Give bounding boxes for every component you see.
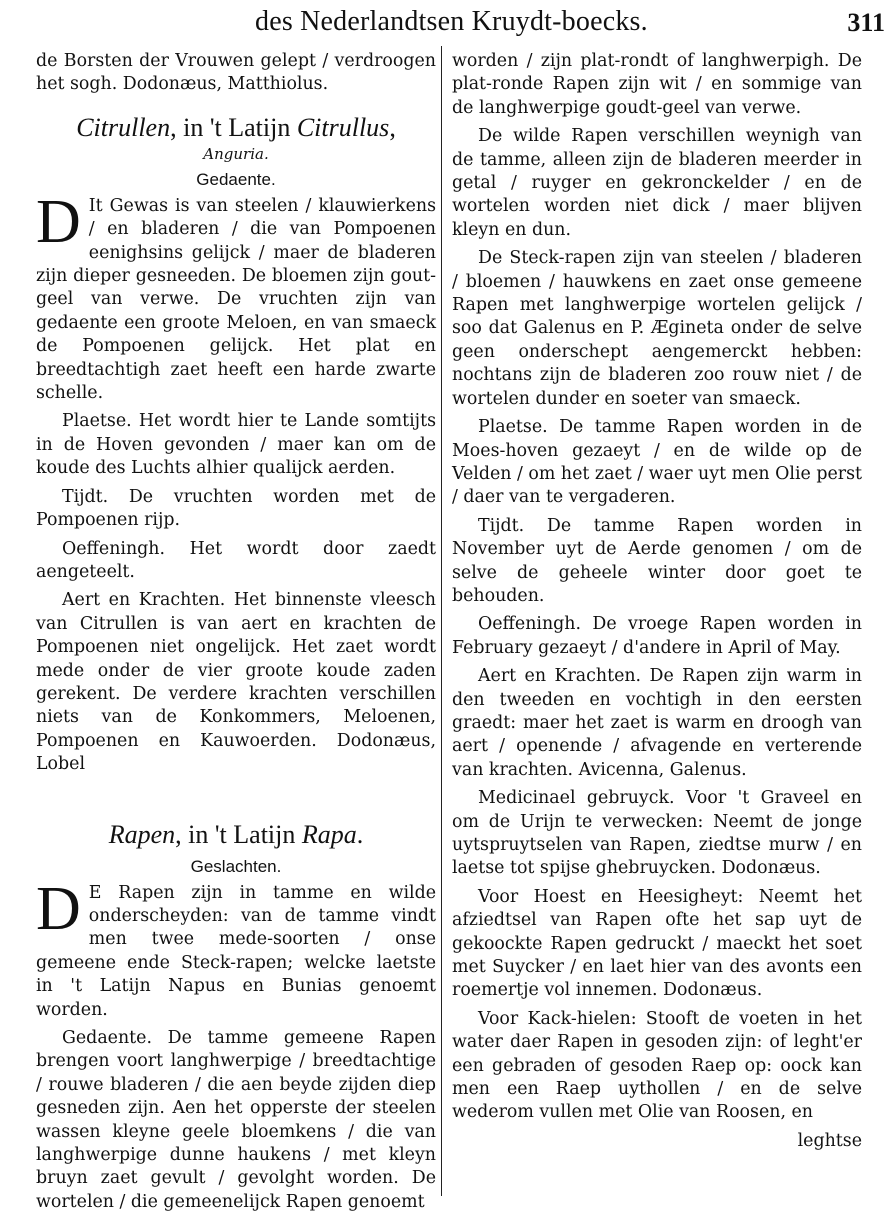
rapen-medicinael: Medicinael gebruyck. Voor 't Graveel en om de Urijn te verwecken: Neemt de jonge uytspruytselen van Rapen, ziedtse murw / en laetse tot spijse ghebruycken. Dodonæus. (452, 788, 862, 879)
citrullen-title-name: Citrullen (76, 112, 171, 142)
rapen-steck: De Steck-rapen zijn van steelen / bladeren / bloemen / hauwkens en zaet onse gemeene Rapen met langhwerpige wortelen gelijck / soo dat Galenus en P. Ægineta onder de selve geen onderschept aengemerckt hebben: nochtans zijn de bladeren zoo rouw niet / de wortelen dunder en soeter van smaeck. (452, 248, 862, 409)
left-column (36, 50, 436, 1219)
rapen-title-latin-intro: , in 't Latijn (175, 819, 302, 849)
rapen-title-end: . (356, 819, 364, 849)
rapen-oeffeningh: Oeffeningh. De vroege Rapen worden in February gezaeyt / d'andere in April of May. (452, 614, 862, 658)
citrullen-krachten: Aert en Krachten. Het binnenste vleesch van Citrullen is van aert en krachten de Pompoenen niet ongelijck. Het zaet wordt mede onder de vier groote koude zaden gerekent. De verdere krachten verschillen niets van de Konkommers, Meloenen, Pompoenen en Kauwoerden. Dodonæus, Lobel (36, 590, 436, 775)
intro-text: de Borsten der Vrouwen gelept / verdroogen het sogh. Dodonæus, Matthiolus. (36, 51, 436, 95)
rapen-kack-hielen: Voor Kack-hielen: Stooft de voeten in het water daer Rapen in gesoden zijn: of leght'er een gebraden of gesoden Raep op: oock kan men een Raep uythollen / en de selve wederom vullen met Olie van Roosen, en (452, 1008, 862, 1123)
running-title: des Nederlandtsen Kruydt-boecks. (255, 6, 648, 37)
rapen-title-name: Rapen (108, 819, 176, 849)
rapen-plaetse: Plaetse. De tamme Rapen worden in de Moes-hoven gezaeyt / en de wilde op de Velden / om het zaet / waer uyt men Olie perst / daer van te vergaderen. (452, 417, 862, 508)
rapen-title (36, 820, 436, 850)
citrullen-title-end: , (389, 112, 396, 142)
citrullen-dropcap: D (36, 187, 81, 256)
citrullen-plaetse: Plaetse. Het wordt hier te Lande somtijts in de Hoven gevonden / maer kan om de koude des Luchts alhier qualijck aerden. (36, 411, 436, 479)
citrullen-title-latin: Citrullus (296, 112, 390, 142)
rapen-krachten: Aert en Krachten. De Rapen zijn warm in den tweeden en vochtigh in den eersten graedt: maer het zaet is warm en droogh van aert / openende / afvagende en verterende van krachten. Avicenna, Galenus. (452, 666, 862, 780)
rapen-hoest: Voor Hoest en Heesigheyt: Neemt het afziedtsel van Rapen ofte het sap uyt de gekoockte Rapen gedruckt / maeckt het soet met Suycker / en laet hier van des avonts een roemertje vol innemen. Dodonæus. (452, 886, 862, 1001)
rapen-wortelen: worden / zijn plat-rondt of langhwerpigh. De plat-ronde Rapen zijn wit / en sommige van de langhwerpige goudt-geel van verwe. (452, 51, 862, 118)
citrullen-description-text: It Gewas is van steelen / klauwierkens / en bladeren / die van Pompoenen eenighsins gelijck / maer de bladeren zijn dieper gesneeden. De bloemen zijn gout-geel van verwe. De vruchten zijn van gedaente een groote Meloen, en van smaeck de Pompoenen gelijck. Het plat en breedtachtigh zaet heeft een harde zwarte schelle. (36, 195, 436, 404)
right-column (452, 50, 862, 1153)
rapen-title-latin: Rapa (301, 819, 357, 849)
section-gap (36, 782, 436, 804)
rapen-dropcap: D (36, 874, 81, 943)
running-head (0, 4, 895, 42)
citrullen-oeffeningh: Oeffeningh. Het wordt door zaedt aengeteelt. (36, 538, 436, 582)
column-divider (441, 46, 442, 1196)
rapen-wilde: De wilde Rapen verschillen weynigh van de tamme, alleen zijn de bladeren meerder in getal / ruyger en gekronckelder / en de wortelen worden niet dick / maer blijven kleyn en dun. (452, 126, 862, 240)
citrullen-title (36, 113, 436, 143)
citrullen-description (36, 187, 436, 406)
catchword: leghtse (797, 1130, 862, 1151)
rapen-gedaente: Gedaente. De tamme gemeene Rapen brengen voort langhwerpige / breedtachtige / rouwe bladeren / die aen beyde zijden diep gesneden zijn. Aen het opperste der steelen wassen kleyne geele bloemkens / die van langhwerpige dunne haukens / met kleyn bruyn zaet gevult / gevolght worden. De wortelen / die gemeenelijck Rapen genoemt (36, 1028, 436, 1212)
rapen-heading: Geslachten. (190, 856, 282, 876)
citrullen-heading: Gedaente. (196, 169, 276, 189)
page-number: 311 (847, 8, 885, 37)
rapen-tijdt: Tijdt. De tamme Rapen worden in November uyt de Aerde genomen / om de selve de geheele winter door goet te behouden. (452, 515, 862, 606)
citrullen-tijdt: Tijdt. De vruchten worden met de Pompoenen rijp. (36, 486, 436, 531)
rapen-geslachten (36, 874, 436, 1022)
rapen-geslachten-text: E Rapen zijn in tamme en wilde onderscheyden: van de tamme vindt men twee mede-soorten / onse gemeene ende Steck-rapen; welcke laetste in 't Latijn Napus en Bunias genoemt worden. (36, 882, 436, 1020)
citrullen-subtitle: Anguria. (203, 144, 269, 163)
citrullen-title-latin-intro: , in 't Latijn (170, 112, 297, 142)
